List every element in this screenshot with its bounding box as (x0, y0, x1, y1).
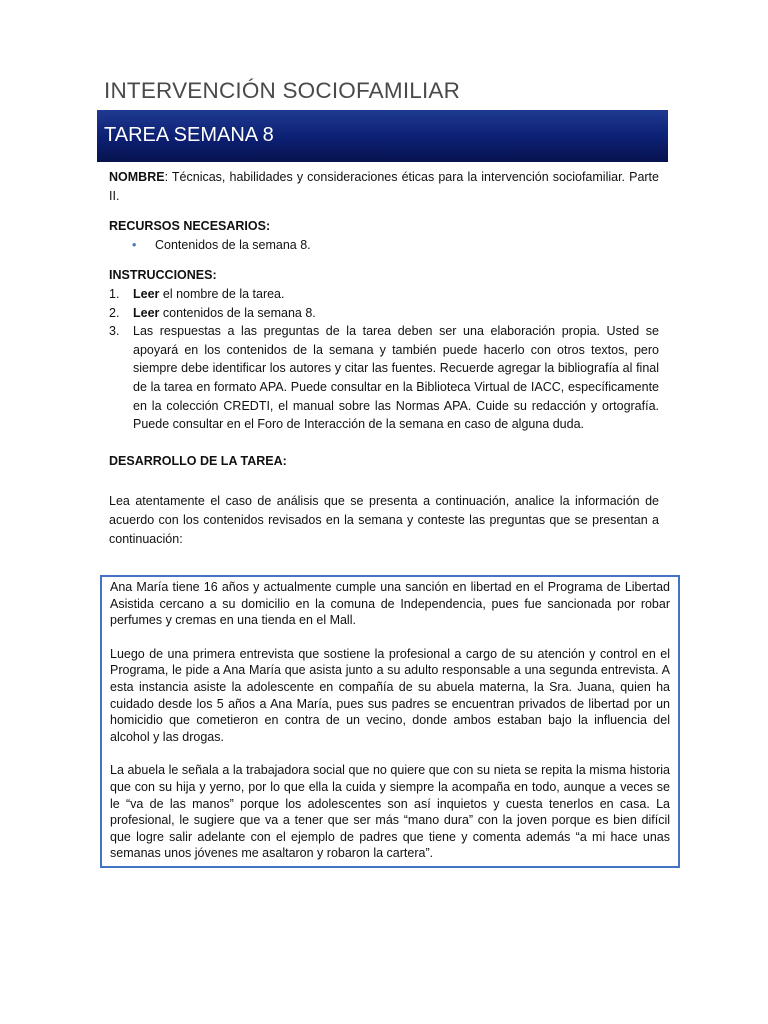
case-paragraph-1: Ana María tiene 16 años y actualmente cumple una sanción en libertad en el Programa de Libertad Asistida cercano a su domicilio en la comuna de Independencia, pues fue sancionada por robar perfumes y cremas en una tienda en el Mall. (110, 580, 670, 628)
desarrollo-heading (109, 452, 659, 471)
instruction-text: Las respuestas a las preguntas de la tarea deben ser una elaboración propia. Usted se apoyará en los contenidos de la semana y también puede hacerlo con otros textos, pero siempre debe identificar los autores y citar las fuentes. Recuerde agregar la bibliografía al final de la tarea en formato APA. Puede consultar en la Biblioteca Virtual de IACC, específicamente en la colección CREDTI, el manual sobre las Normas APA. Cuide su redacción y ortografía. Puede consultar en el Foro de Interacción de la semana en caso de alguna duda. (133, 324, 659, 432)
instruction-number: 3. (109, 324, 120, 339)
recursos-heading (109, 217, 659, 236)
instruction-bold: Leer (133, 305, 160, 320)
nombre-paragraph (109, 168, 659, 205)
instrucciones-heading (109, 266, 659, 285)
instruction-text: contenidos de la semana 8. (159, 305, 316, 320)
instruction-number: 2. (109, 305, 120, 320)
assignment-content (109, 168, 659, 548)
instruction-bold: Leer (133, 286, 160, 301)
nombre-text: : Técnicas, habilidades y consideraciones éticas para la intervención sociofamiliar. Parte II. (109, 170, 659, 203)
banner-title: TAREA SEMANA 8 (104, 124, 274, 146)
instrucciones-heading-text: INSTRUCCIONES: (109, 268, 217, 283)
case-paragraph-3: La abuela le señala a la trabajadora social que no quiere que con su nieta se repita la misma historia que con su hija y yerno, por lo que ella la cuida y siempre la acompaña en todo, aunque a veces se le “va de las manos” porque los adolescentes son así inquietos y cuesta tenerlos en casa. La profesional, le sugiere que va a tener que ser más “mano dura” con la joven porque es bien difícil que logre salir adelante con el ejemplo de padres que tiene y comenta además “a mi hace unas semanas unos jóvenes me asaltaron y robaron la cartera”. (110, 763, 670, 861)
instruction-item-1 (109, 285, 659, 304)
desarrollo-heading-text: DESARROLLO DE LA TAREA: (109, 453, 287, 468)
course-title: INTERVENCIÓN SOCIOFAMILIAR (104, 78, 461, 103)
nombre-label: NOMBRE (109, 170, 165, 184)
recursos-item-text: Contenidos de la semana 8. (155, 237, 311, 252)
case-study-box (100, 575, 680, 868)
recursos-heading-text: RECURSOS NECESARIOS: (109, 219, 271, 234)
assignment-banner (97, 110, 668, 162)
instruction-item-2 (109, 304, 659, 323)
recursos-item (109, 236, 659, 255)
case-paragraph-2: Luego de una primera entrevista que sostiene la profesional a cargo de su atención y control en el Programa, le pide a Ana María que asista junto a su adulto responsable a una segunda entrevista. A esta instancia asiste la adolescente en compañía de su abuela materna, la Sra. Juana, quien ha cuidado desde los 5 años a Ana María, pues sus padres se encuentran privados de libertad por un homicidio que cometieron en contra de un vecino, donde ambos estaban bajo la influencia del alcohol y las drogas. (110, 646, 670, 744)
instruction-number: 1. (109, 286, 120, 301)
instruction-text: el nombre de la tarea. (159, 286, 285, 301)
bullet-icon: • (132, 237, 137, 252)
instruction-item-3 (109, 322, 659, 434)
desarrollo-intro: Lea atentamente el caso de análisis que se presenta a continuación, analice la información de acuerdo con los contenidos revisados en la semana y conteste las preguntas que se presentan a continuación: (109, 494, 659, 546)
